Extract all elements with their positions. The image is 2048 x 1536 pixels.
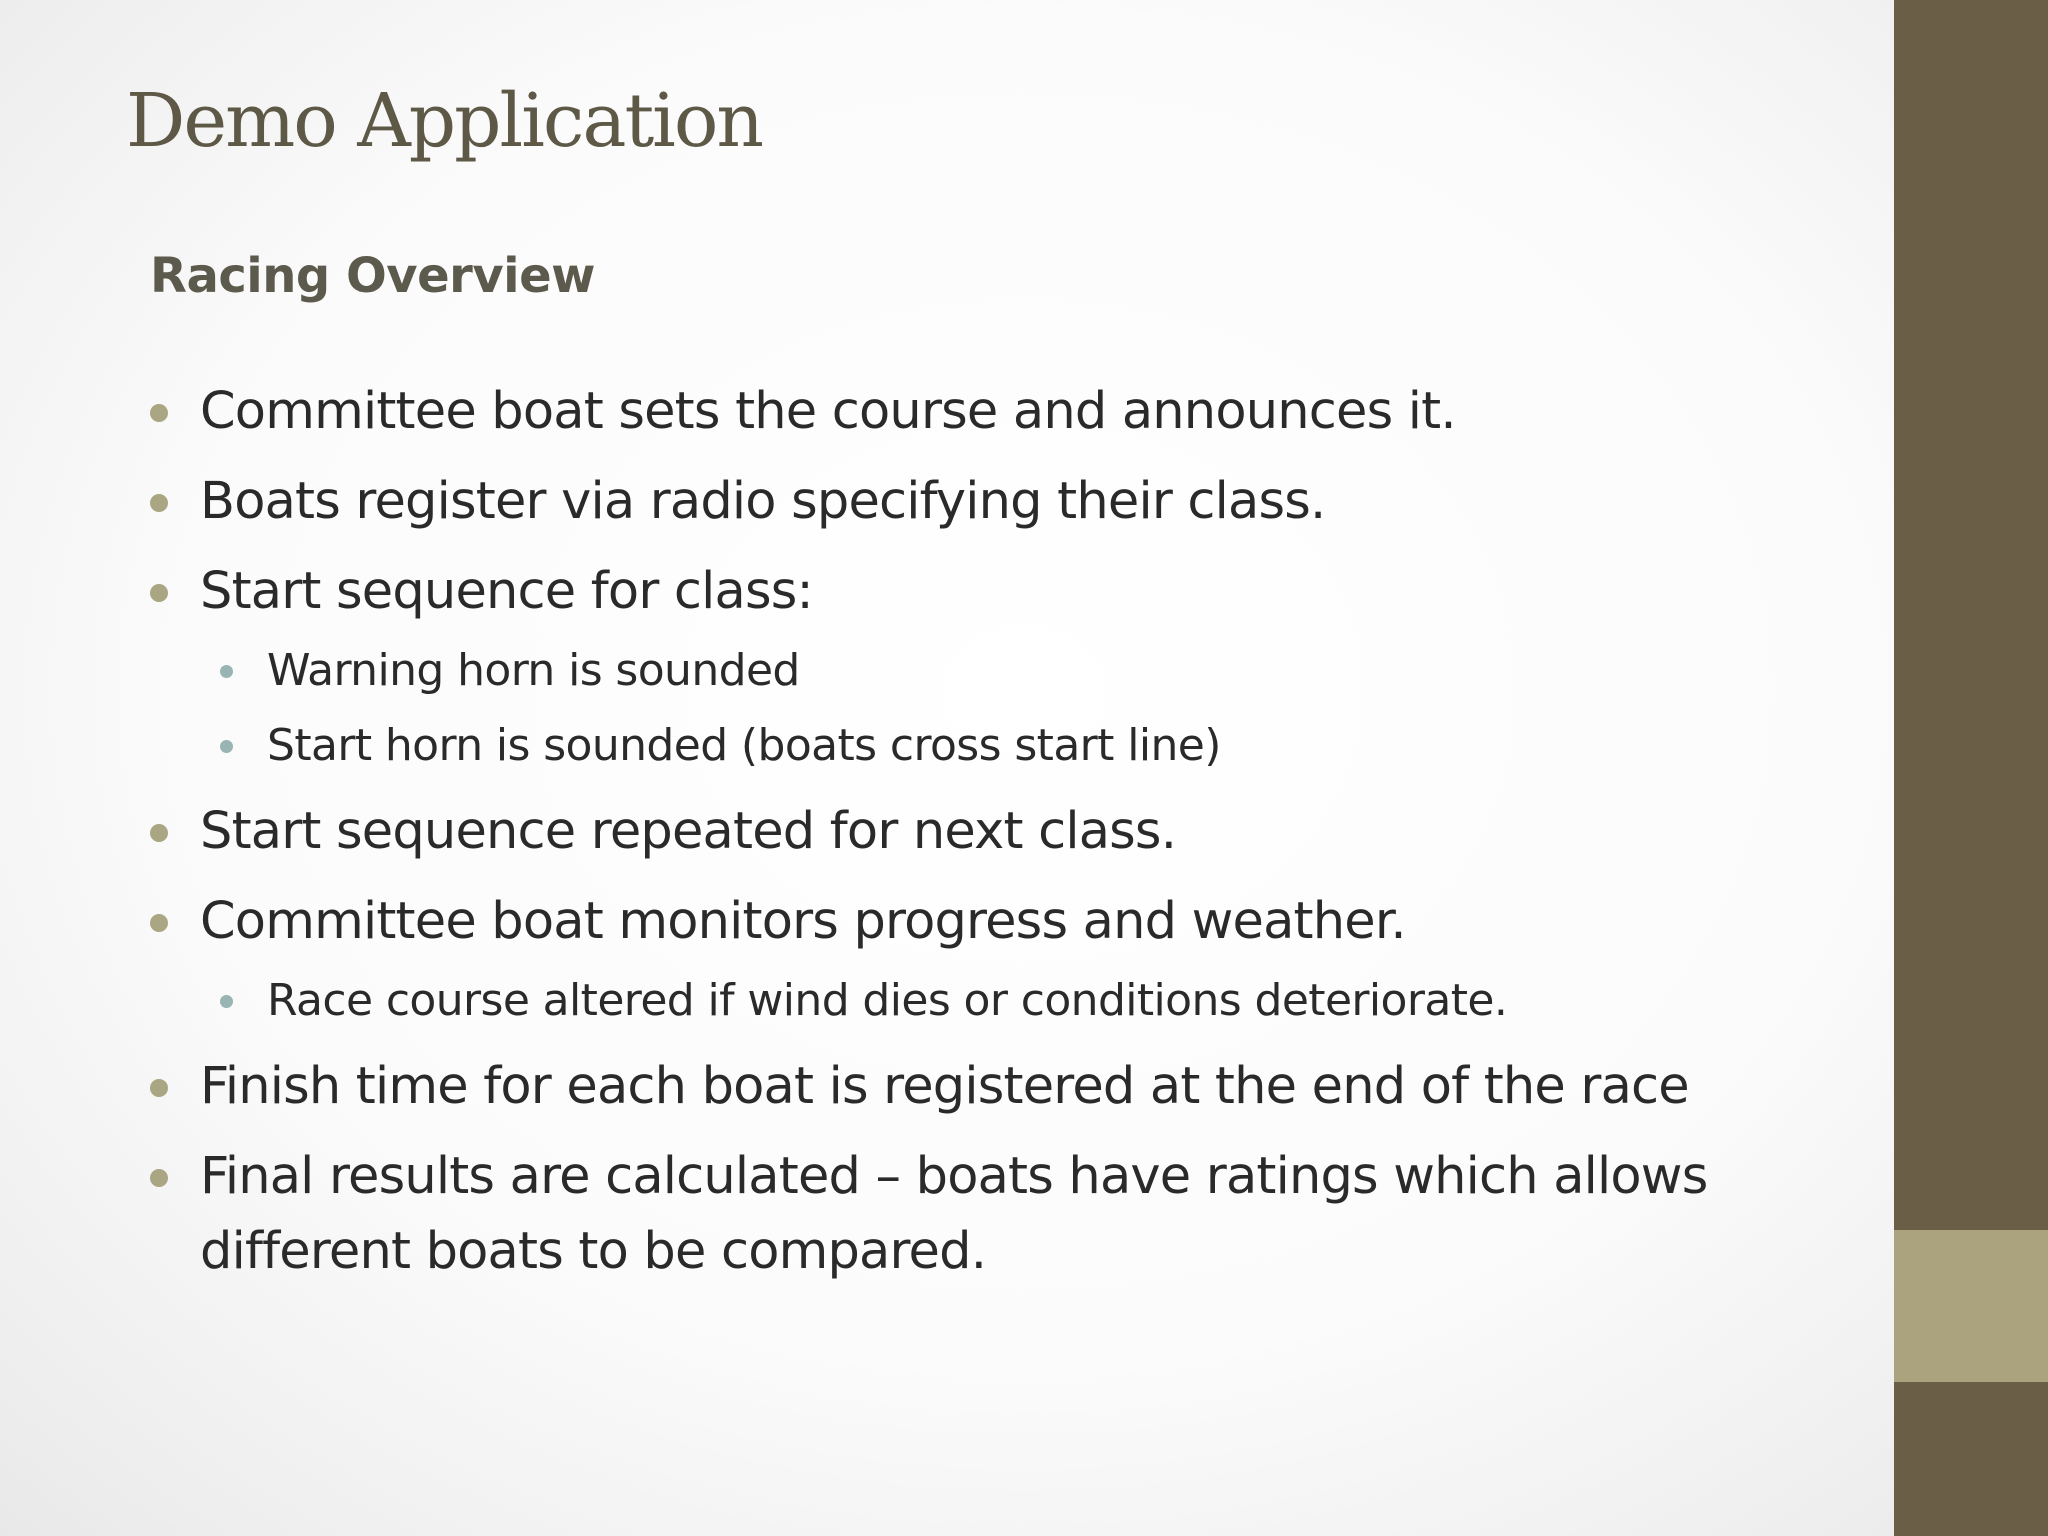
bullet-item: [150, 1049, 1790, 1124]
bullet-list: [150, 374, 1790, 1304]
bullet-text: Committee boat monitors progress and weather.: [200, 892, 1406, 951]
bullet-item: [150, 554, 1790, 629]
bullet-item: [150, 884, 1790, 959]
side-decoration-accent: [1894, 1230, 2048, 1382]
slide-subtitle: Racing Overview: [150, 248, 595, 304]
sub-bullet-dot-icon: [220, 665, 233, 678]
bullet-text: Start sequence repeated for next class.: [200, 802, 1177, 861]
bullet-text: Finish time for each boat is registered at the end of the race: [200, 1057, 1689, 1116]
slide-title: Demo Application: [126, 78, 763, 164]
sub-bullet-item: [150, 636, 1790, 706]
bullet-item: [150, 374, 1790, 449]
bullet-item: [150, 464, 1790, 539]
bullet-item: [150, 1139, 1790, 1289]
sub-bullet-text: Race course altered if wind dies or conditions deteriorate.: [267, 975, 1508, 1026]
bullet-text: Boats register via radio specifying their class.: [200, 472, 1326, 531]
bullet-text: Committee boat sets the course and announces it.: [200, 382, 1456, 441]
sub-bullet-item: [150, 966, 1790, 1036]
bullet-dot-icon: [150, 404, 168, 422]
bullet-text: Final results are calculated – boats have ratings which allows different boats to be compared.: [200, 1147, 1708, 1281]
bullet-dot-icon: [150, 494, 168, 512]
sub-bullet-text: Start horn is sounded (boats cross start line): [267, 720, 1221, 771]
bullet-dot-icon: [150, 914, 168, 932]
bullet-dot-icon: [150, 824, 168, 842]
bullet-dot-icon: [150, 584, 168, 602]
bullet-item: [150, 794, 1790, 869]
side-decoration-band: [1894, 0, 2048, 1536]
bullet-dot-icon: [150, 1079, 168, 1097]
bullet-text: Start sequence for class:: [200, 562, 813, 621]
sub-bullet-dot-icon: [220, 740, 233, 753]
sub-bullet-dot-icon: [220, 995, 233, 1008]
bullet-dot-icon: [150, 1169, 168, 1187]
sub-bullet-text: Warning horn is sounded: [267, 645, 800, 696]
sub-bullet-item: [150, 711, 1790, 781]
